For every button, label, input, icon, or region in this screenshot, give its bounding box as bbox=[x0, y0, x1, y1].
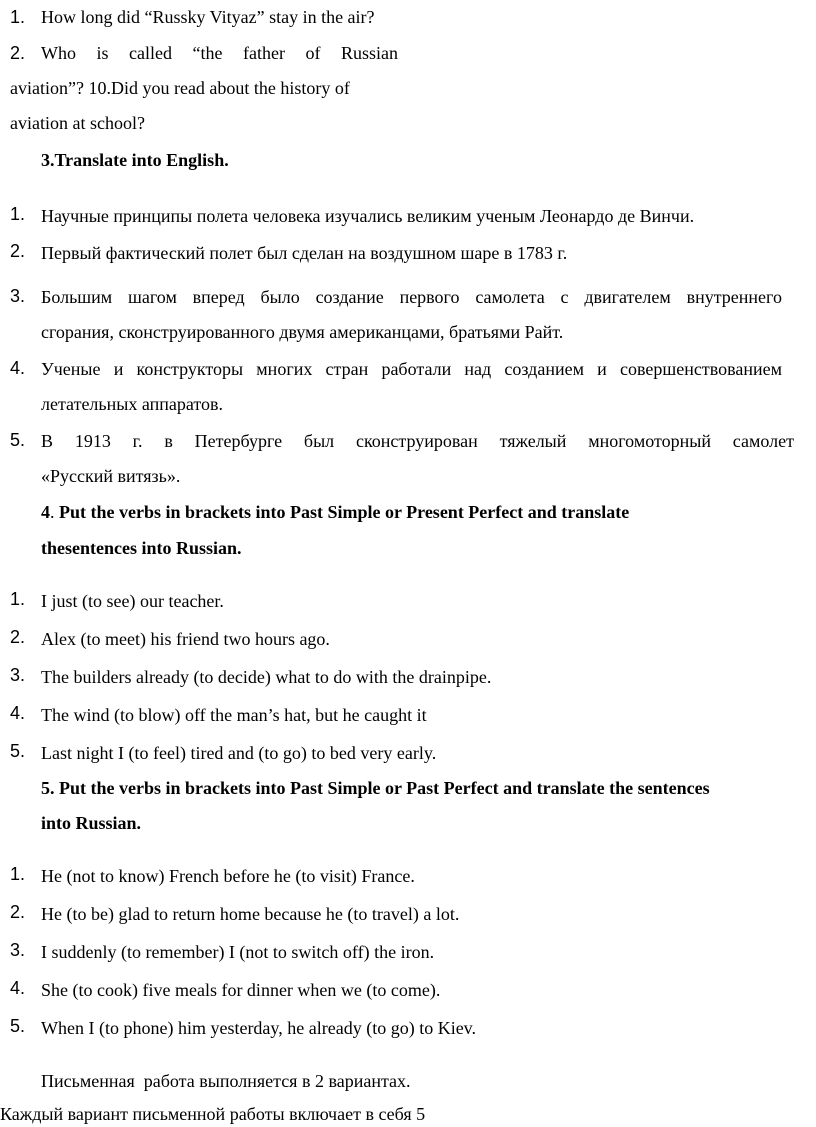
s3-item-1-text: Научные принципы полета человека изучались великим ученым Леонардо де Винчи. bbox=[41, 206, 695, 226]
footer-line-2: Каждый вариант письменной работы включает в себя 5 bbox=[0, 1104, 426, 1124]
s3-item-3-line-2: сгорания, сконструированного двумя американцами, братьями Райт. bbox=[41, 322, 564, 342]
question-1-number: 1. bbox=[10, 7, 26, 27]
s4-item-2-number: 2. bbox=[10, 627, 26, 647]
section-3-heading: 3.Translate into English. bbox=[41, 150, 229, 170]
s3-item-2-text: Первый фактический полет был сделан на воздушном шаре в 1783 г. bbox=[41, 243, 568, 263]
s4-item-4-text: The wind (to blow) off the man’s hat, but he caught it bbox=[41, 705, 427, 725]
s4-item-3-number: 3. bbox=[10, 665, 26, 685]
s3-item-4-number: 4. bbox=[10, 358, 26, 378]
section-4-heading-text: Put the verbs in brackets into Past Simple or Present Perfect and translate bbox=[54, 502, 630, 522]
section-4-heading-line-1 bbox=[41, 501, 629, 523]
s5-item-5-text: When I (to phone) him yesterday, he already (to go) to Kiev. bbox=[41, 1018, 477, 1038]
s3-item-4-line-1: Ученые и конструкторы многих стран работали над созданием и совершенствованием bbox=[41, 359, 782, 379]
section-5-heading-line-2: into Russian. bbox=[41, 813, 142, 833]
question-2-line-1: Who is called “the father of Russian bbox=[41, 43, 398, 63]
s5-item-3-number: 3. bbox=[10, 940, 26, 960]
question-1-text: How long did “Russky Vityaz” stay in the air? bbox=[41, 7, 375, 27]
s5-item-4-text: She (to cook) five meals for dinner when we (to come). bbox=[41, 980, 441, 1000]
s4-item-4-number: 4. bbox=[10, 703, 26, 723]
footer-line-1: Письменная работа выполняется в 2 вариантах. bbox=[41, 1071, 411, 1091]
s3-item-2-number: 2. bbox=[10, 241, 26, 261]
s5-item-2-number: 2. bbox=[10, 902, 26, 922]
s4-item-5-number: 5. bbox=[10, 741, 26, 761]
s5-item-1-number: 1. bbox=[10, 864, 26, 884]
section-4-heading-line-2: thesentences into Russian. bbox=[41, 538, 242, 558]
s5-item-5-number: 5. bbox=[10, 1016, 26, 1036]
s3-item-4-line-2: летательных аппаратов. bbox=[41, 394, 224, 414]
s4-item-1-text: I just (to see) our teacher. bbox=[41, 591, 224, 611]
s3-item-1-number: 1. bbox=[10, 204, 26, 224]
s4-item-1-number: 1. bbox=[10, 589, 26, 609]
s3-item-3-line-1: Большим шагом вперед было создание первого самолета с двигателем внутреннего bbox=[41, 287, 782, 307]
question-2-line-3: aviation at school? bbox=[10, 113, 145, 133]
s5-item-3-text: I suddenly (to remember) I (not to switch off) the iron. bbox=[41, 942, 435, 962]
s4-item-2-text: Alex (to meet) his friend two hours ago. bbox=[41, 629, 330, 649]
s3-item-5-line-1: В 1913 г. в Петербурге был сконструирован тяжелый многомоторный самолет bbox=[41, 431, 794, 451]
s4-item-3-text: The builders already (to decide) what to do with the drainpipe. bbox=[41, 667, 492, 687]
s5-item-4-number: 4. bbox=[10, 978, 26, 998]
s3-item-3-number: 3. bbox=[10, 286, 26, 306]
section-4-number: 4 bbox=[41, 502, 50, 522]
question-2-number: 2. bbox=[10, 43, 26, 63]
section-4-dot: . bbox=[50, 502, 55, 522]
s5-item-1-text: He (not to know) French before he (to visit) France. bbox=[41, 866, 415, 886]
question-2-line-2: aviation”? 10.Did you read about the history of bbox=[10, 78, 350, 98]
s3-item-5-number: 5. bbox=[10, 430, 26, 450]
section-5-heading-line-1: 5. Put the verbs in brackets into Past Simple or Past Perfect and translate the sentences bbox=[41, 778, 710, 798]
s4-item-5-text: Last night I (to feel) tired and (to go) to bed very early. bbox=[41, 743, 437, 763]
s3-item-5-line-2: «Русский витязь». bbox=[41, 466, 181, 486]
s5-item-2-text: He (to be) glad to return home because he (to travel) a lot. bbox=[41, 904, 460, 924]
